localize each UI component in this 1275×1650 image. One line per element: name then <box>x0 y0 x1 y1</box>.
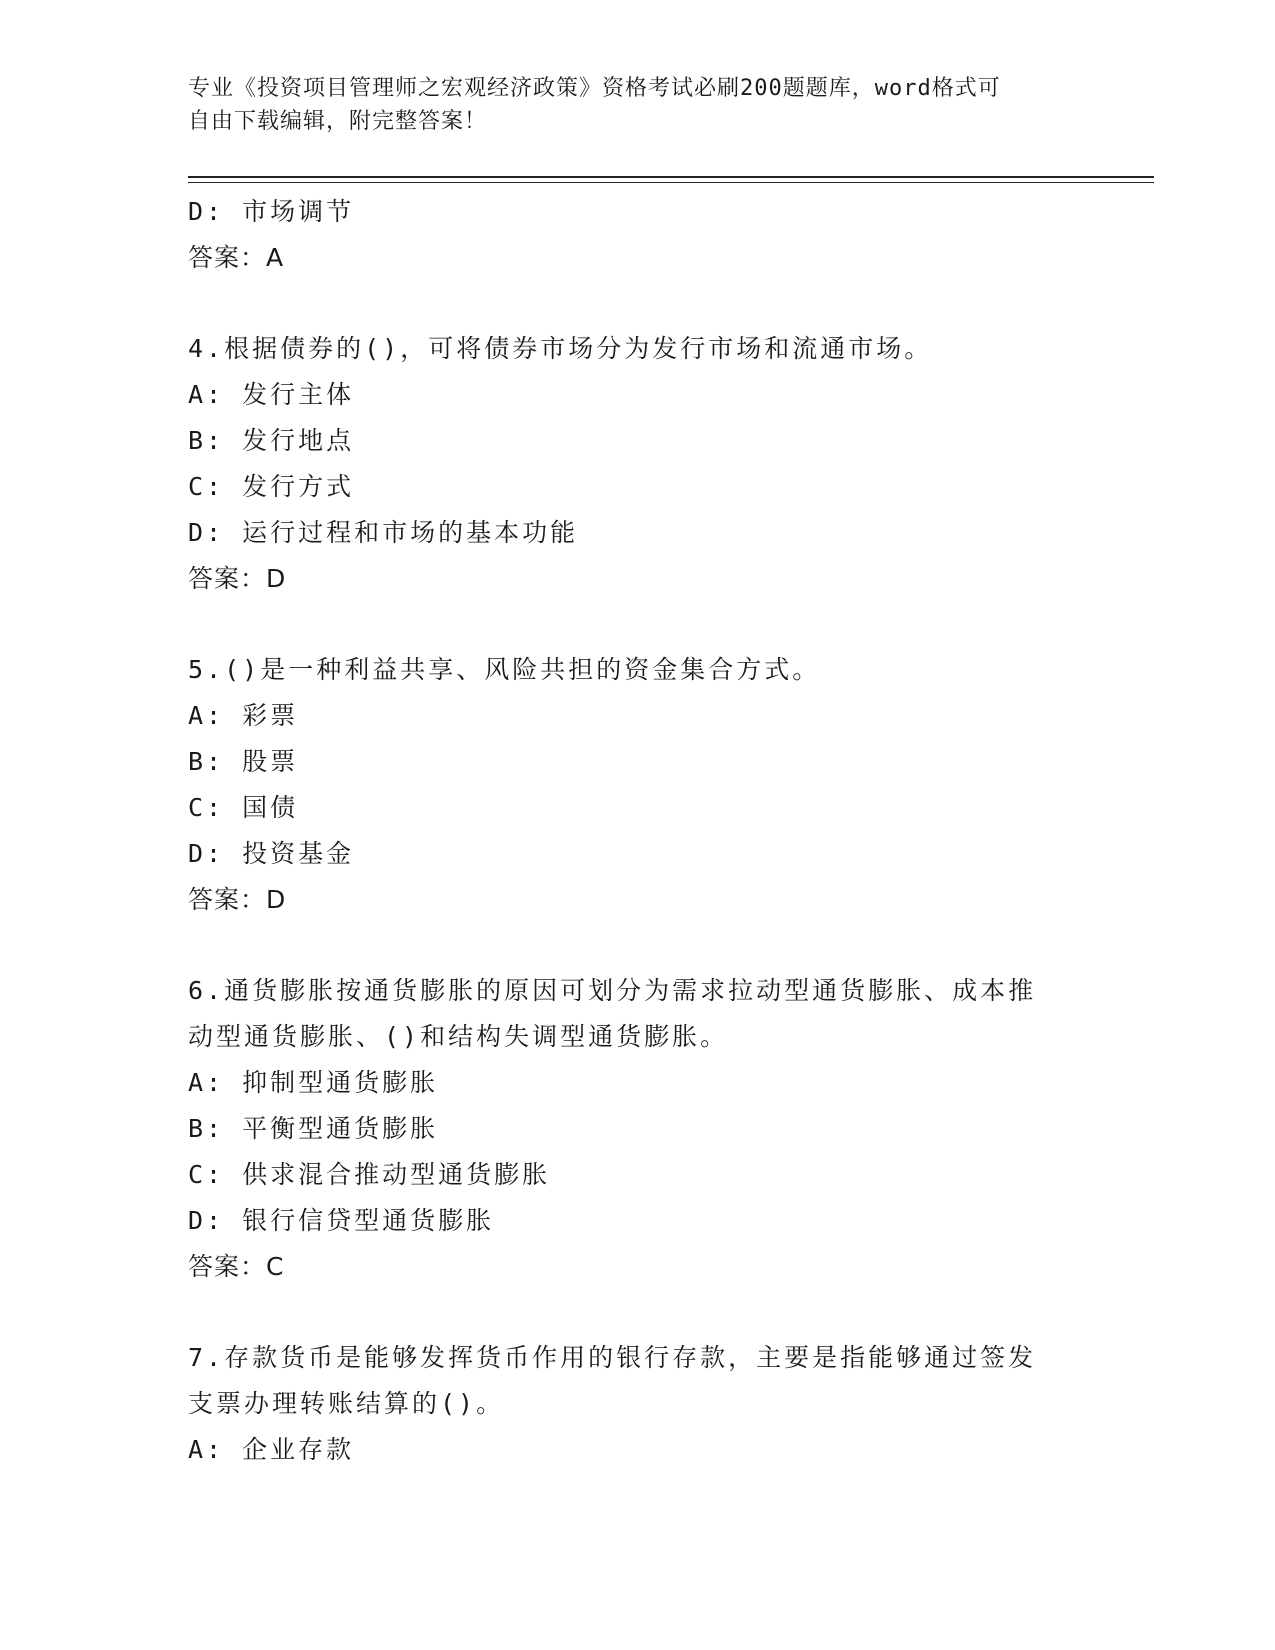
option-b: B: 发行地点 <box>188 426 355 455</box>
header-line-2: 自由下载编辑，附完整答案！ <box>188 109 488 134</box>
answer: 答案：A <box>188 243 285 272</box>
question-list <box>188 189 1068 1473</box>
option-d: D: 运行过程和市场的基本功能 <box>188 518 579 547</box>
document-header <box>188 72 1088 138</box>
question-stem: 5.()是一种利益共享、风险共担的资金集合方式。 <box>188 655 821 684</box>
option-d: D: 投资基金 <box>188 839 355 868</box>
question-5 <box>188 647 1068 923</box>
question-stem-line-2: 动型通货膨胀、()和结构失调型通货膨胀。 <box>188 1022 729 1051</box>
option-c: C: 发行方式 <box>188 472 355 501</box>
option-a: A: 企业存款 <box>188 1435 355 1464</box>
answer: 答案：D <box>188 564 287 593</box>
header-line-1: 专业《投资项目管理师之宏观经济政策》资格考试必刷200题题库，word格式可 <box>188 76 1001 101</box>
option-a: A: 发行主体 <box>188 380 355 409</box>
option-c: C: 国债 <box>188 793 299 822</box>
header-rule-thick <box>188 176 1154 178</box>
option-b: B: 平衡型通货膨胀 <box>188 1114 439 1143</box>
option-d: D: 银行信贷型通货膨胀 <box>188 1206 495 1235</box>
header-rule-thin <box>188 182 1154 183</box>
question-4 <box>188 326 1068 602</box>
question-7 <box>188 1335 1068 1473</box>
option-c: C: 供求混合推动型通货膨胀 <box>188 1160 551 1189</box>
question-stem-line-2: 支票办理转账结算的()。 <box>188 1389 505 1418</box>
answer: 答案：D <box>188 885 287 914</box>
question-stem-line-1: 7.存款货币是能够发挥货币作用的银行存款，主要是指能够通过签发 <box>188 1343 1037 1372</box>
option-d: D: 市场调节 <box>188 197 355 226</box>
answer: 答案：C <box>188 1252 285 1281</box>
option-a: A: 彩票 <box>188 701 299 730</box>
option-a: A: 抑制型通货膨胀 <box>188 1068 439 1097</box>
option-b: B: 股票 <box>188 747 299 776</box>
question-stem-line-1: 6.通货膨胀按通货膨胀的原因可划分为需求拉动型通货膨胀、成本推 <box>188 976 1037 1005</box>
question-stem: 4.根据债券的()，可将债券市场分为发行市场和流通市场。 <box>188 334 933 363</box>
question-6 <box>188 968 1068 1290</box>
